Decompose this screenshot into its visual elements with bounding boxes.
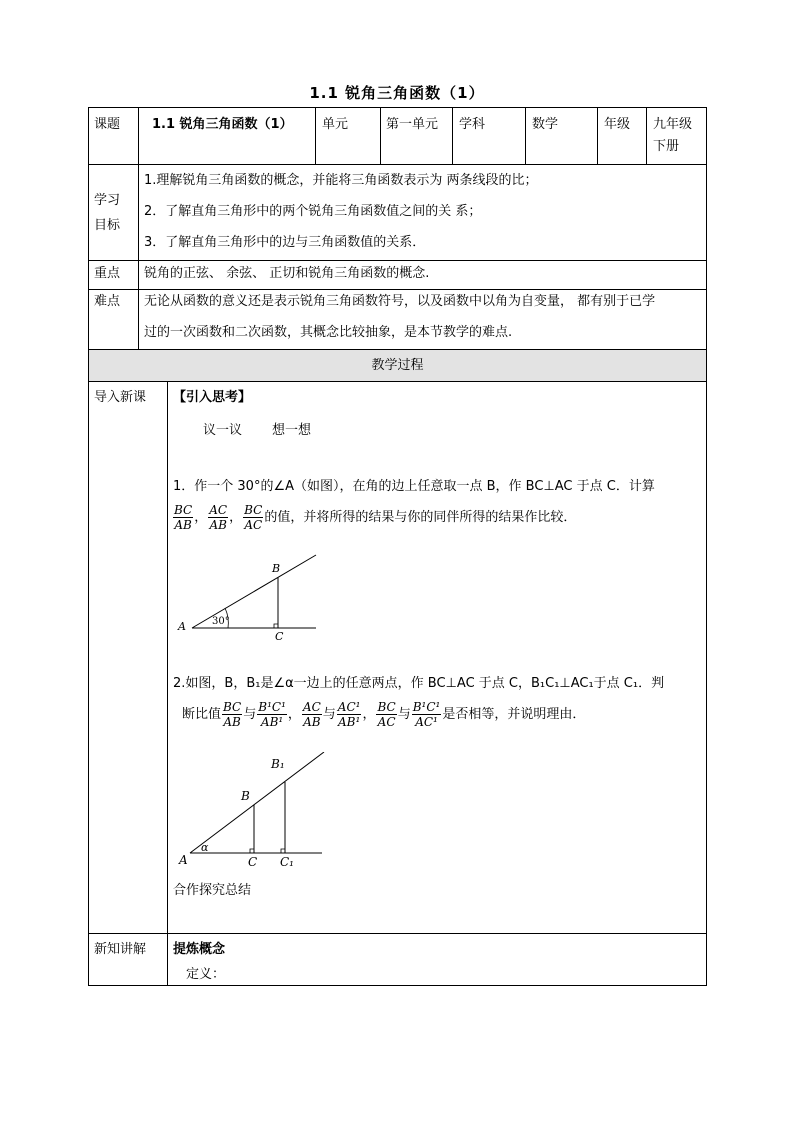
label-B1: B₁ bbox=[271, 757, 285, 771]
key-points-text: 锐角的正弦、 余弦、 正切和锐角三角函数的概念. bbox=[144, 266, 430, 281]
fraction: $\frac{\text{AC¹}}{\text{AB¹}}$ bbox=[337, 700, 361, 729]
objective-item: 3．了解直角三角形中的边与三角函数值的关系． bbox=[144, 235, 426, 250]
intro-sub-think: 想一想 bbox=[272, 423, 312, 438]
difficulties-text-line2: 过的一次函数和二次函数，其概念比较抽象，是本节教学的难点. bbox=[144, 325, 513, 340]
intro-summary: 合作探究总结 bbox=[173, 883, 252, 898]
label-A: A bbox=[179, 853, 188, 867]
angle-30: 30° bbox=[212, 616, 230, 627]
key-points-label: 重点 bbox=[94, 266, 121, 281]
topic-label: 课题 bbox=[94, 117, 121, 132]
label-C: C bbox=[248, 855, 258, 869]
fraction: $\frac{AC}{AB}$ bbox=[302, 700, 321, 729]
label-B: B bbox=[241, 789, 250, 803]
question-1-line2: $\frac{BC}{AB}$ ， $\frac{AC}{AB}$ ， $\frac{BC}{AC}$ 的值，并将所得的结果与你的同伴所得的结果作比较． bbox=[174, 503, 577, 532]
fraction: $\frac{\text{B¹C¹}}{\text{AB¹}}$ bbox=[258, 700, 286, 729]
fraction: $\frac{BC}{AB}$ bbox=[174, 503, 193, 532]
objectives-label-line2: 目标 bbox=[94, 218, 121, 233]
grade-label: 年级 bbox=[604, 117, 631, 132]
fraction: $\frac{\text{B¹C¹}}{\text{AC¹}}$ bbox=[412, 700, 441, 729]
intro-sub-discuss: 议一议 bbox=[203, 423, 243, 438]
question-1-line1: 1．作一个 30°的∠A（如图），在角的边上任意取一点 B，作 BC⊥AC 于点 C．计算 bbox=[173, 479, 655, 494]
figure-2-similar-triangles bbox=[172, 752, 332, 874]
difficulties-label: 难点 bbox=[94, 294, 121, 309]
grade-value-line1: 九年级 bbox=[653, 117, 693, 132]
subject-label: 学科 bbox=[459, 117, 486, 132]
fraction: $\frac{BC}{AB}$ bbox=[223, 700, 242, 729]
fraction: $\frac{BC}{AC}$ bbox=[377, 700, 396, 729]
objectives-label-line1: 学习 bbox=[94, 193, 121, 208]
definition-label: 定义： bbox=[186, 967, 226, 982]
fraction: $\frac{AC}{AB}$ bbox=[209, 503, 228, 532]
question-2-line2: 断比值 $\frac{BC}{AB}$ 与 $\frac{\text{B¹C¹}}{\text{AB¹}}$ ， $\frac{AC}{AB}$ 与 $\frac{\text{AC¹}}{\text{AB¹}}$ ， $\frac{BC}{AC}$ 与 $\frac{\text{B¹C¹}}{\text{AC¹}}$ 是否相等，并说明理由． bbox=[182, 700, 586, 729]
subject-value: 数学 bbox=[532, 117, 559, 132]
label-A: A bbox=[178, 620, 186, 633]
difficulties-text-line1: 无论从函数的意义还是表示锐角三角函数符号，以及函数中以角为自变量， 都有别于已学 bbox=[144, 294, 656, 309]
unit-label: 单元 bbox=[322, 117, 349, 132]
unit-value: 第一单元 bbox=[386, 117, 439, 132]
grade-value-line2: 下册 bbox=[653, 139, 680, 154]
label-B: B bbox=[272, 562, 281, 575]
label-C1: C₁ bbox=[280, 855, 294, 869]
figure-1-triangle bbox=[170, 548, 330, 648]
new-knowledge-label: 新知讲解 bbox=[94, 942, 147, 957]
objective-item: 1.理解锐角三角函数的概念，并能将三角函数表示为 两条线段的比； bbox=[144, 173, 538, 188]
question-2-line1: 2.如图，B，B₁是∠α一边上的任意两点，作 BC⊥AC 于点 C，B₁C₁⊥AC₁于点 C₁．判 bbox=[173, 676, 665, 691]
topic-value: 1.1 锐角三角函数（1） bbox=[152, 117, 293, 132]
new-knowledge-heading: 提炼概念 bbox=[173, 942, 226, 957]
label-C: C bbox=[275, 630, 284, 643]
fraction: $\frac{BC}{AC}$ bbox=[244, 503, 263, 532]
intro-label: 导入新课 bbox=[94, 390, 147, 405]
process-header: 教学过程 bbox=[371, 358, 424, 373]
angle-alpha: α bbox=[201, 841, 209, 854]
intro-heading: 【引入思考】 bbox=[173, 390, 252, 405]
document-title: 1.1 锐角三角函数（1） bbox=[309, 84, 485, 102]
objective-item: 2．了解直角三角形中的两个锐角三角函数值之间的关 系； bbox=[144, 204, 482, 219]
